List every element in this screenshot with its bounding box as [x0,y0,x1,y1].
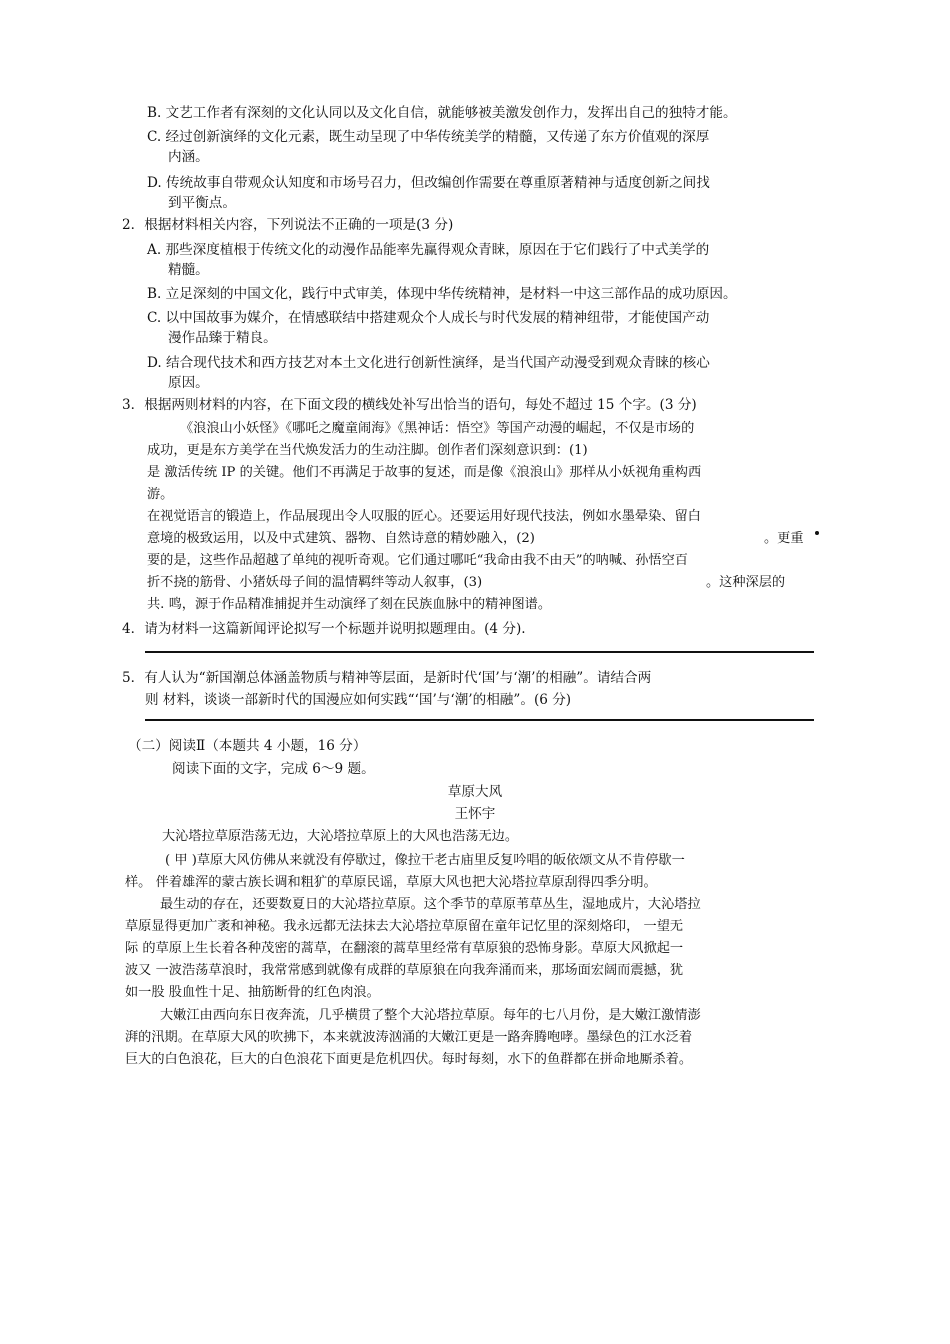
article-paragraph-cont: 样。 伴着雄浑的蒙古族长调和粗犷的草原民谣，草原大风也把大沁塔拉草原刮得四季分明。 [125,875,657,890]
article-paragraph: ( 甲 )草原大风仿佛从来就没有停歇过，像拉干老古庙里反复吟唱的皈依颂文从不肯停歇一 [165,853,685,868]
article-paragraph-cont: 波又 一波浩荡草浪时，我常常感到就像有成群的草原狼在向我奔涌而来，那场面宏阔而震撼，犹 [125,963,684,978]
article-paragraph-cont: 如一股 股血性十足、抽筋断骨的红色肉浪。 [125,985,380,1000]
q1-option-d: D. 传统故事自带观众认知度和市场号召力，但改编创作需要在尊重原著精神与适度创新之间找 [147,175,710,191]
q3-paragraph-line: 《浪浪山小妖怪》《哪吒之魔童闹海》《黑神话：悟空》等国产动漫的崛起，不仅是市场的 [180,421,695,436]
q3-paragraph-line: 要的是，这些作品超越了单纯的视听奇观。它们通过哪吒“我命由我不由天”的呐喊、孙悟空百 [147,553,688,568]
q3-paragraph-line: 成功，更是东方美学在当代焕发活力的生动注脚。创作者们深刻意识到：(1) [147,443,588,458]
question-5: 5．有人认为“新国潮总体涵盖物质与精神等层面，是新时代‘国’与‘潮’的相融”。请结合两 [122,670,652,686]
q2-option-a-cont: 精髓。 [168,262,209,278]
article-author: 王怀宇 [454,806,496,822]
question-3: 3．根据两则材料的内容，在下面文段的横线处补写出恰当的语句，每处不超过 15 个字。(3 分) [122,397,697,413]
q2-option-b: B. 立足深刻的中国文化，践行中式审美，体现中华传统精神，是材料一中这三部作品的成功原因。 [147,286,737,302]
q3-paragraph-line: 游。 [147,487,174,502]
q2-option-a: A. 那些深度植根于传统文化的动漫作品能率先赢得观众青睐，原因在于它们践行了中式美学的 [147,242,710,258]
article-title: 草原大风 [447,784,503,800]
q3-paragraph-line: 是 激活传统 IP 的关键。他们不再满足于故事的复述，而是像《浪浪山》那样从小妖视角重构西 [147,465,702,480]
answer-line-q5 [145,719,814,721]
q2-option-c-cont: 漫作品臻于精良。 [168,330,277,346]
q2-option-d: D. 结合现代技术和西方技艺对本土文化进行创新性演绎，是当代国产动漫受到观众青睐的核心 [147,355,710,371]
section-2-heading: （二）阅读Ⅱ（本题共 4 小题，16 分） [128,738,367,754]
q3-paragraph-line: 在视觉语言的锻造上，作品展现出令人叹服的匠心。还要运用好现代技法，例如水墨晕染、留白 [147,509,701,524]
article-paragraph-cont: 草原显得更加广袤和神秘。我永远都无法抹去大沁塔拉草原留在童年记忆里的深刻烙印， 一望无 [125,919,684,934]
bullet-dot [815,531,819,535]
answer-line-q4 [145,651,814,653]
question-2: 2．根据材料相关内容，下列说法不正确的一项是(3 分) [122,217,454,233]
q3-paragraph-line: 共. 鸣，源于作品精准捕捉并生动演绎了刻在民族血脉中的精神图谱。 [147,597,552,612]
article-paragraph: 最生动的存在，还要数夏日的大沁塔拉草原。这个季节的草原苇草丛生，湿地成片，大沁塔拉 [160,897,701,912]
article-paragraph-cont: 巨大的白色浪花，巨大的白色浪花下面更是危机四伏。每时每刻，水下的鱼群都在拼命地厮杀着。 [125,1052,693,1067]
question-5-cont: 则 材料，谈谈一部新时代的国漫应如何实践“‘国’与‘潮’的相融”。(6 分) [145,692,572,708]
q1-option-d-cont: 到平衡点。 [168,195,236,211]
q2-option-c: C. 以中国故事为媒介，在情感联结中搭建观众个人成长与时代发展的精神纽带，才能使国产动 [147,310,710,326]
q1-option-c-cont: 内涵。 [168,149,209,165]
q3-blank-2-tail: 。更重 [764,531,804,546]
q3-paragraph-line: 意境的极致运用，以及中式建筑、器物、自然诗意的精妙融入，(2) [147,531,535,546]
question-4: 4．请为材料一这篇新闻评论拟写一个标题并说明拟题理由。(4 分). [122,621,526,637]
article-paragraph: 大沁塔拉草原浩荡无边，大沁塔拉草原上的大风也浩荡无边。 [162,829,519,844]
section-2-instruction: 阅读下面的文字，完成 6～9 题。 [172,761,375,777]
q1-option-b: B. 文艺工作者有深刻的文化认同以及文化自信，就能够被美激发创作力，发挥出自己的独特才能。 [147,105,737,121]
q2-option-d-cont: 原因。 [168,375,209,391]
article-paragraph-cont: 际 的草原上生长着各种茂密的蒿草，在翻滚的蒿草里经常有草原狼的恐怖身影。草原大风掀起一 [125,941,684,956]
article-paragraph: 大嫩江由西向东日夜奔流，几乎横贯了整个大沁塔拉草原。每年的七八月份，是大嫩江激情澎 [160,1008,701,1023]
q3-paragraph-line: 折不挠的筋骨、小猪妖母子间的温情羁绊等动人叙事，(3) [147,575,483,590]
q1-option-c: C. 经过创新演绎的文化元素，既生动呈现了中华传统美学的精髓，又传递了东方价值观的深厚 [147,129,710,145]
q3-blank-3-tail: 。这种深层的 [706,575,786,590]
article-paragraph-cont: 湃的汛期。在草原大风的吹拂下，本来就波涛汹涌的大嫩江更是一路奔腾咆哮。墨绿色的江水泛着 [125,1030,693,1045]
